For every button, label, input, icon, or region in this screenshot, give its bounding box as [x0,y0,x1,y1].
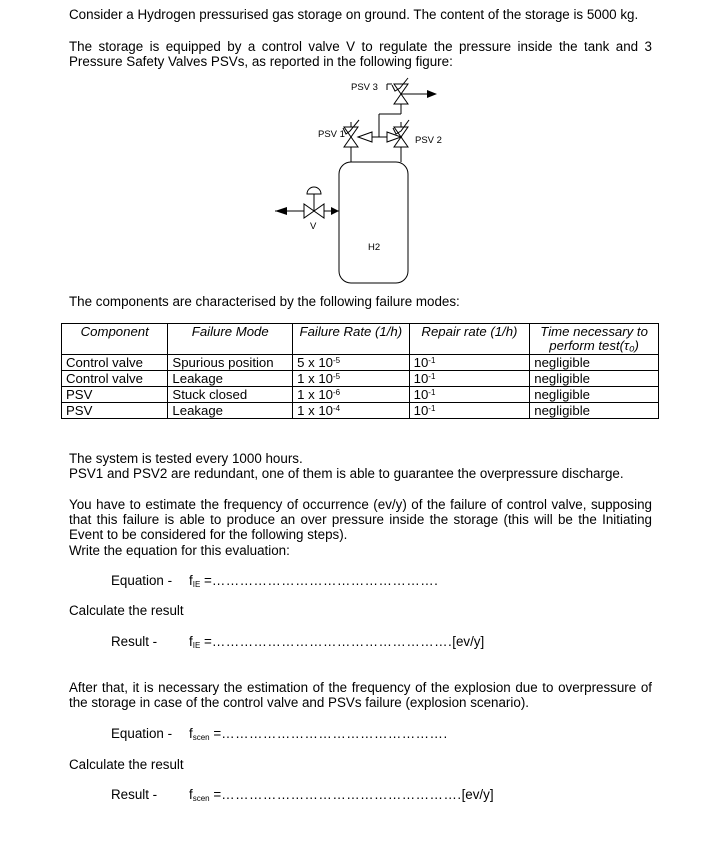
components-intro: The components are characterised by the following failure modes: [69,294,460,309]
psv1-icon [344,137,358,147]
header-repair-rate: Repair rate (1/h) [409,324,530,355]
cell-rate: 1 x $10^{-6}$ [293,387,410,403]
discharge-arrow-icon [427,90,437,98]
result-scen-line: Result - $f_{scen}$ =…………………………………………….[ev/y] [111,787,494,803]
result-ie-line: Result - $f_{IE}$ =…………………………………………….[ev/y] [111,634,485,650]
equation-ie-label: Equation - [111,573,173,588]
write-equation-paragraph: Write the equation for this evaluation: [69,543,290,558]
psv1-label: PSV 1 [318,129,345,140]
estimate-paragraph: You have to estimate the frequency of occurrence (ev/y) of the failure of control valve, supposing that this failure is able to produce an over pressure inside the storage (this will be the Initiating Event to be considered for the following steps). [69,497,652,542]
cell-mode: Leakage [168,403,293,419]
result-ie-blank[interactable]: ……………………………………………. [211,634,453,649]
psv3-icon [394,94,408,104]
tested-paragraph: The system is tested every 1000 hours. [69,451,303,466]
valve-label: V [310,221,317,232]
result-ie-label: Result - [111,634,158,649]
result-ie-unit: [ev/y] [452,634,485,649]
failure-modes-table [61,323,659,419]
cell-repair: $10^{-1}$ [409,371,530,387]
cell-component: PSV [62,403,168,419]
cell-test: negligible [530,403,659,419]
table-row [62,403,659,419]
result-scen-label: Result - [111,787,158,802]
redundant-paragraph: PSV1 and PSV2 are redundant, one of them is able to guarantee the overpressure discharge. [69,466,624,481]
tank-vessel [339,162,408,283]
psv2-label: PSV 2 [415,135,442,146]
psv3-label: PSV 3 [351,82,378,93]
cell-test: negligible [530,371,659,387]
cell-mode: Leakage [168,371,293,387]
cell-rate: 1 x $10^{-5}$ [293,371,410,387]
cell-component: PSV [62,387,168,403]
intro-paragraph: Consider a Hydrogen pressurised gas storage on ground. The content of the storage is 5000 kg. [69,7,639,22]
equation-scen-line: Equation - $f_{scen}$ =…………………………………………. [111,726,448,742]
cell-mode: Spurious position [168,355,293,371]
calculate-2-paragraph: Calculate the result [69,757,184,772]
cell-test: negligible [530,387,659,403]
storage-diagram-svg [260,76,460,288]
cell-mode: Stuck closed [168,387,293,403]
cell-test: negligible [530,355,659,371]
after-paragraph: After that, it is necessary the estimation of the frequency of the explosion due to overpressure of the storage in case of the control valve and PSVs failure (explosion scenario). [69,680,652,710]
tank-label: H2 [368,242,381,253]
cell-rate: 5 x $10^{-5}$ [293,355,410,371]
equation-ie-line: Equation - $f_{IE}$ =…………………………………………. [111,573,439,589]
storage-diagram [260,76,460,288]
cell-repair: $10^{-1}$ [409,387,530,403]
equation-ie-blank[interactable]: …………………………………………. [211,573,439,588]
cell-component: Control valve [62,355,168,371]
cell-rate: 1 x $10^{-4}$ [293,403,410,419]
cell-repair: $10^{-1}$ [409,355,530,371]
table-row [62,371,659,387]
header-component: Component [62,324,168,355]
table-row [62,355,659,371]
header-failure-rate: Failure Rate (1/h) [293,324,410,355]
cell-repair: $10^{-1}$ [409,403,530,419]
inlet-arrow-icon [275,207,287,215]
valve-v-icon [304,204,314,218]
equation-scen-blank[interactable]: …………………………………………. [221,726,448,741]
valve-actuator-icon [307,187,321,194]
equation-scen-label: Equation - [111,726,173,741]
header-failure-mode: Failure Mode [168,324,293,355]
cell-component: Control valve [62,371,168,387]
result-scen-blank[interactable]: ……………………………………………. [221,787,462,802]
result-scen-unit: [ev/y] [461,787,494,802]
header-test-time: Time necessary to perform test(τ₀) [530,324,659,355]
table-row [62,387,659,403]
setup-paragraph: The storage is equipped by a control valve V to regulate the pressure inside the tank and 3 Pressure Safety Valves PSVs, as reported in the following figure: [69,39,652,69]
table-header-row [62,324,659,355]
calculate-1-paragraph: Calculate the result [69,603,184,618]
